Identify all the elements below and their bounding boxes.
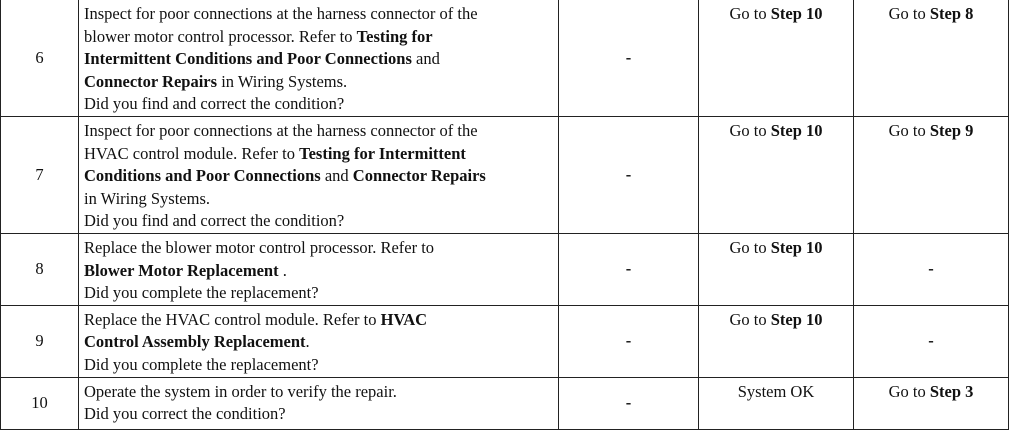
action-line <box>84 260 556 283</box>
reference-link-text: HVAC <box>380 309 428 329</box>
value-cell: - <box>559 116 699 233</box>
action-text <box>79 305 559 377</box>
action-line <box>84 26 556 49</box>
goto-step-target: Step 9 <box>929 120 974 140</box>
action-text <box>79 377 559 429</box>
action-line <box>84 48 556 71</box>
no-cell <box>854 0 1009 116</box>
table-row <box>1 233 1009 305</box>
goto-step-target: Step 10 <box>770 4 823 23</box>
action-line <box>84 237 556 260</box>
table-row <box>1 0 1009 116</box>
step-number: 6 <box>1 0 79 116</box>
step-number: 8 <box>1 233 79 305</box>
goto-step-target: Step 10 <box>770 309 823 329</box>
goto-step-target: Step 8 <box>929 4 974 23</box>
action-segment: . <box>278 260 287 280</box>
goto-step-target: Step 10 <box>770 120 823 140</box>
action-segment: . <box>305 332 310 352</box>
action-line <box>84 120 556 143</box>
reference-link-text: Connector Repairs <box>352 166 486 186</box>
action-segment: Did you find and correct the condition? <box>84 211 345 231</box>
step-number: 7 <box>1 116 79 233</box>
action-segment: Did you correct the condition? <box>84 404 286 424</box>
goto-prefix: Go to <box>888 120 930 140</box>
action-line <box>84 71 556 94</box>
action-segment: Did you find and correct the condition? <box>84 94 345 114</box>
table-body <box>1 0 1009 429</box>
goto-step-target: Step 3 <box>929 381 974 401</box>
result-text: System OK <box>737 381 815 401</box>
action-segment: Operate the system in order to verify the repair. <box>84 381 397 401</box>
action-text <box>79 0 559 116</box>
table-row <box>1 377 1009 429</box>
goto-prefix: Go to <box>729 4 771 23</box>
action-line <box>84 282 556 305</box>
reference-link-text: Connector Repairs <box>84 71 218 91</box>
table-row <box>1 305 1009 377</box>
no-cell: - <box>854 233 1009 305</box>
yes-cell <box>699 305 854 377</box>
no-cell: - <box>854 305 1009 377</box>
action-text <box>79 233 559 305</box>
action-line <box>84 210 556 233</box>
yes-cell <box>699 233 854 305</box>
action-segment: in Wiring Systems. <box>217 71 348 91</box>
action-segment: and <box>320 166 353 186</box>
goto-prefix: Go to <box>729 237 771 257</box>
action-line <box>84 165 556 188</box>
value-cell: - <box>559 377 699 429</box>
reference-link-text: Conditions and Poor Connections <box>84 166 321 186</box>
step-number: 10 <box>1 377 79 429</box>
action-line <box>84 143 556 166</box>
table-row <box>1 116 1009 233</box>
action-segment: Inspect for poor connections at the harness connector of the <box>84 4 478 23</box>
action-line <box>84 403 556 426</box>
action-line <box>84 309 556 332</box>
reference-link-text: Testing for <box>356 26 433 46</box>
goto-prefix: Go to <box>729 309 771 329</box>
action-segment: HVAC control module. Refer to <box>84 143 300 163</box>
value-cell: - <box>559 233 699 305</box>
action-segment: in Wiring Systems. <box>84 188 210 208</box>
action-segment: Did you complete the replacement? <box>84 354 319 374</box>
action-line <box>84 381 556 404</box>
action-line <box>84 354 556 377</box>
action-line <box>84 3 556 26</box>
no-cell <box>854 377 1009 429</box>
action-line <box>84 331 556 354</box>
reference-link-text: Control Assembly Replacement <box>84 332 306 352</box>
yes-cell <box>699 377 854 429</box>
action-segment: Replace the blower motor control processor. Refer to <box>84 237 435 257</box>
value-cell: - <box>559 0 699 116</box>
yes-cell <box>699 116 854 233</box>
step-number: 9 <box>1 305 79 377</box>
action-text <box>79 116 559 233</box>
reference-link-text: Intermittent Conditions and Poor Connections <box>84 49 412 69</box>
action-segment: and <box>411 49 440 69</box>
goto-prefix: Go to <box>888 381 930 401</box>
reference-link-text: Blower Motor Replacement <box>84 260 279 280</box>
reference-link-text: Testing for Intermittent <box>299 143 466 163</box>
action-line <box>84 93 556 116</box>
no-cell <box>854 116 1009 233</box>
goto-step-target: Step 10 <box>770 237 823 257</box>
value-cell: - <box>559 305 699 377</box>
action-segment: Did you complete the replacement? <box>84 283 319 303</box>
action-line <box>84 188 556 211</box>
action-segment: Inspect for poor connections at the harness connector of the <box>84 120 478 140</box>
goto-prefix: Go to <box>729 120 771 140</box>
goto-prefix: Go to <box>888 4 930 23</box>
yes-cell <box>699 0 854 116</box>
action-segment: Replace the HVAC control module. Refer to <box>84 309 381 329</box>
action-segment: blower motor control processor. Refer to <box>84 26 357 46</box>
